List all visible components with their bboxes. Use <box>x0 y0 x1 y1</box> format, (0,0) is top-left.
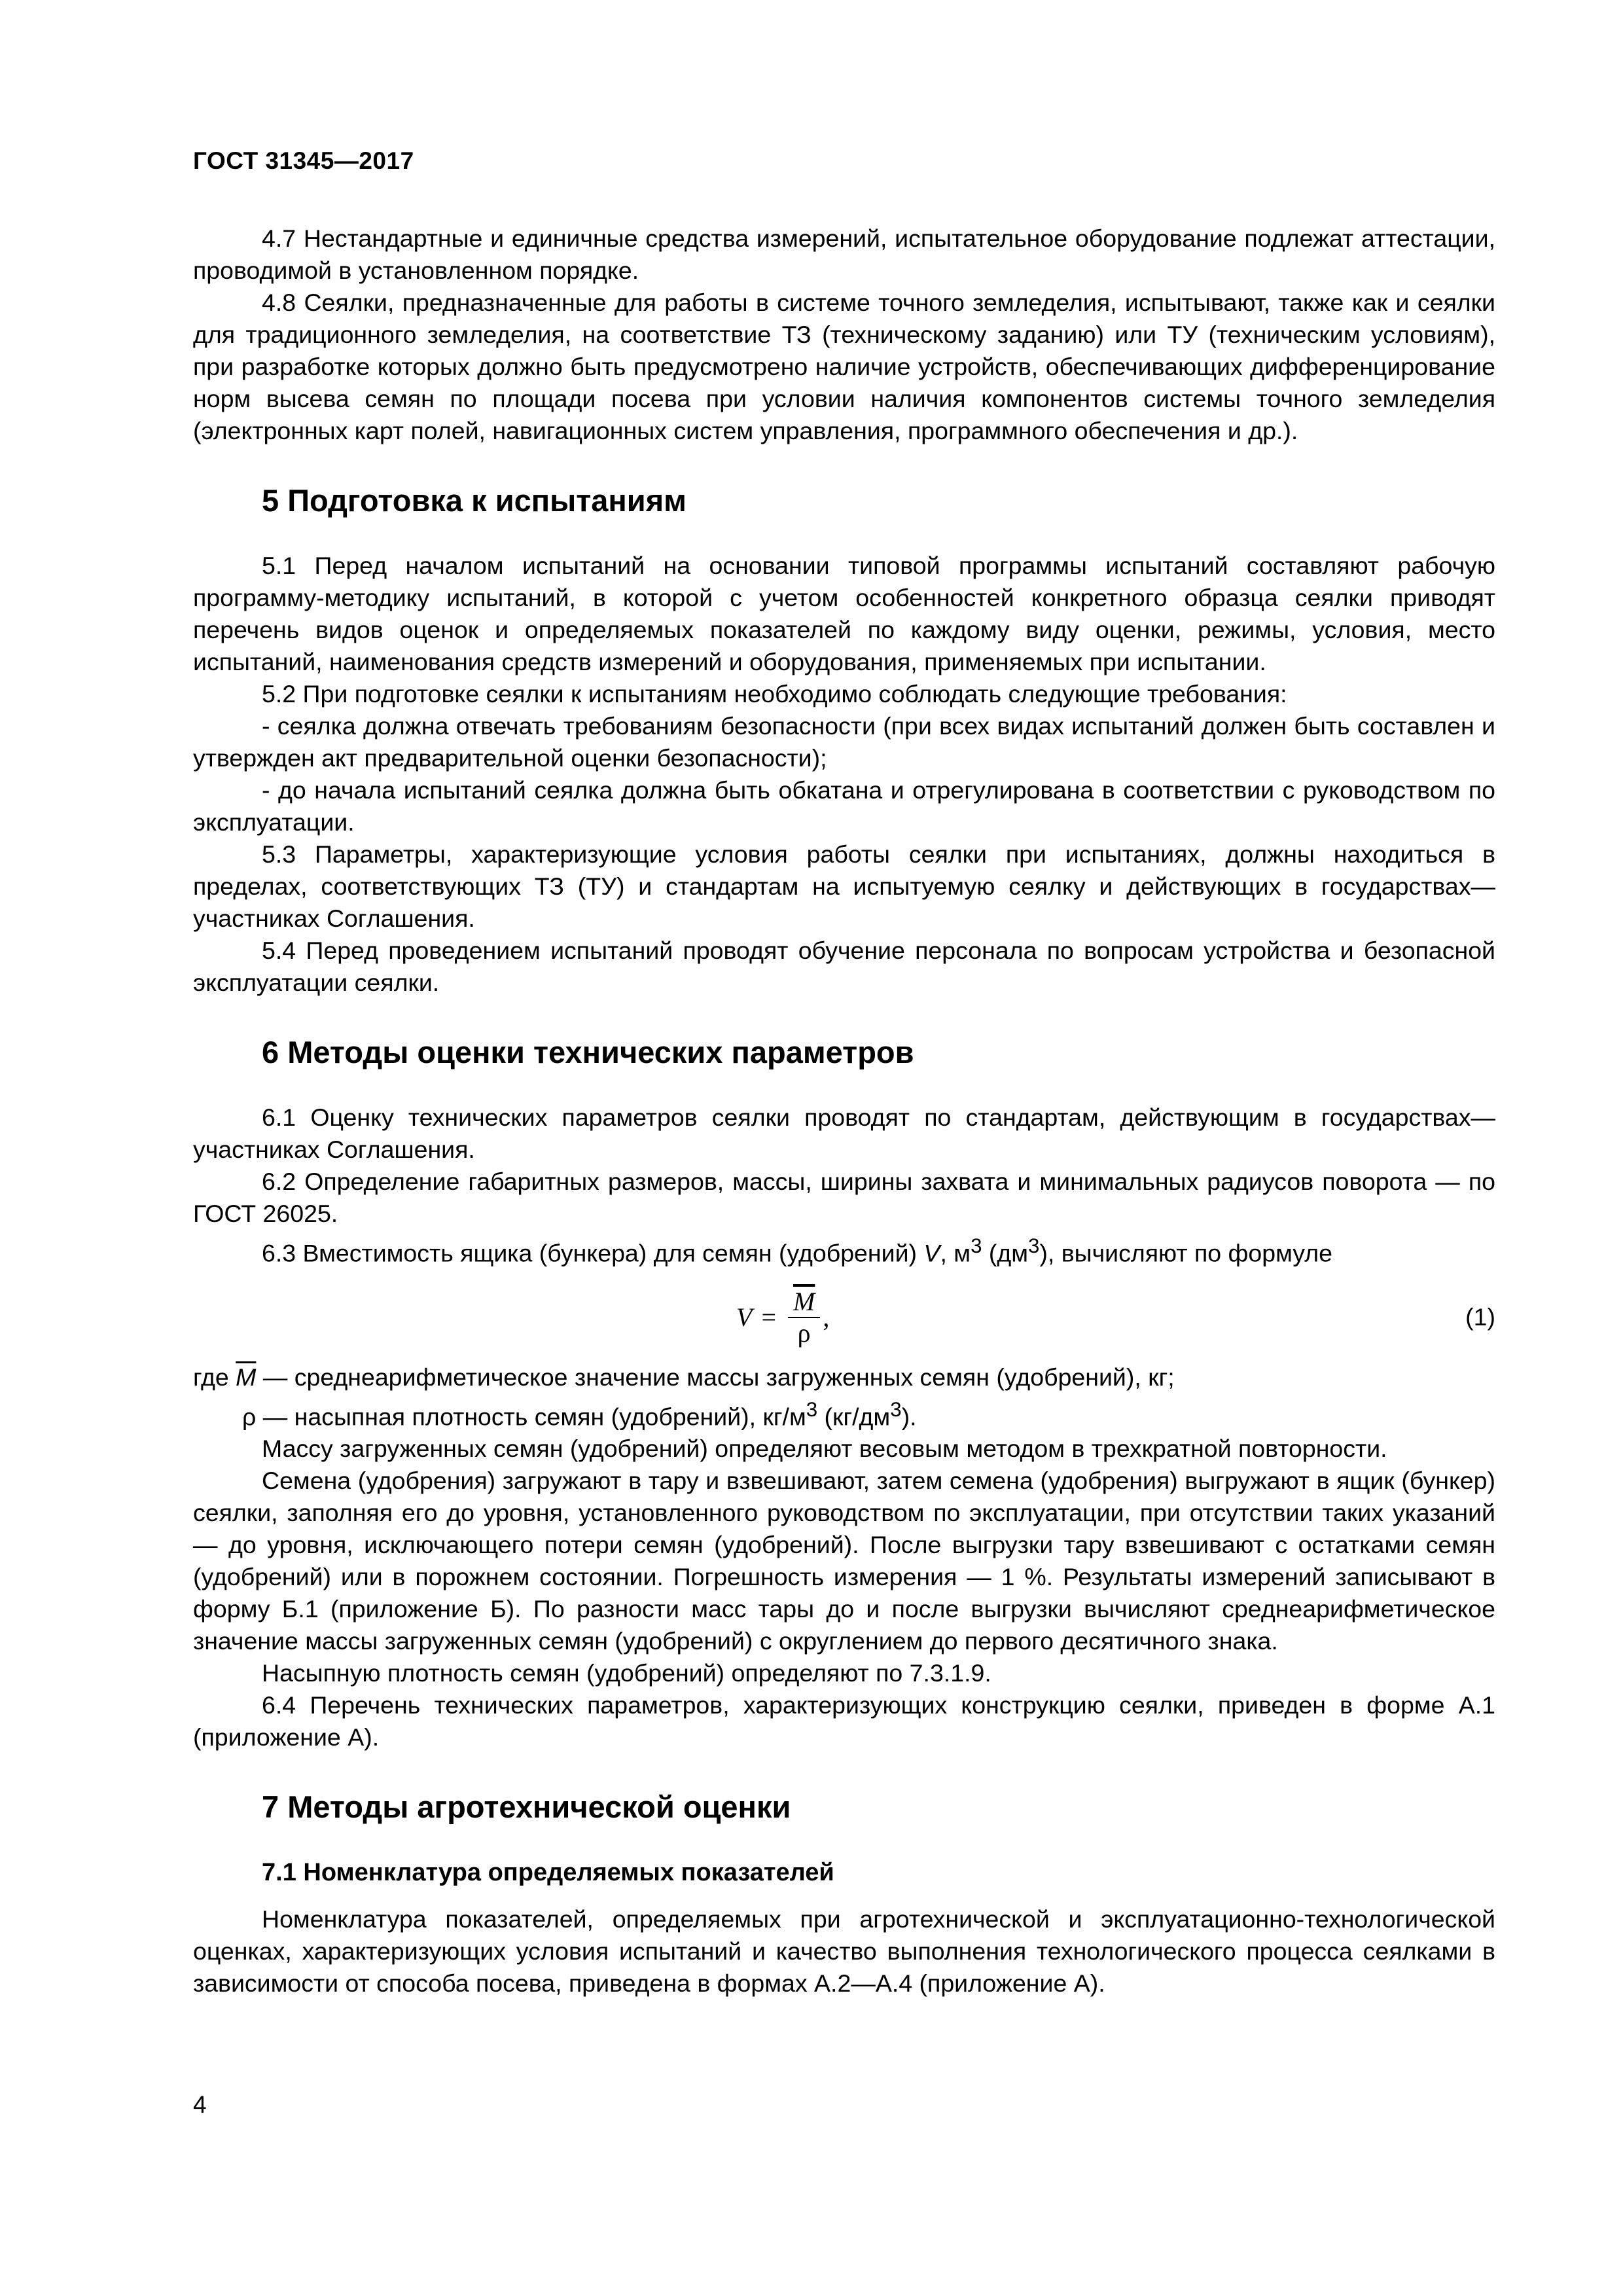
p6-3-sup-2: 3 <box>1028 1234 1040 1257</box>
paragraph-5-1: 5.1 Перед началом испытаний на основании типовой программы испытаний составляют рабочую программу-методику испытаний, в которой с учетом особенностей конкретного образца сеялки приводят перечень видов оценок и определяемых показателей по каждому виду оценки, режимы, условия, место испытаний, наименования средств измерений и оборудования, применяемых при испытании. <box>193 552 1495 675</box>
where-m-line <box>193 1361 1495 1393</box>
paragraph-density: Насыпную плотность семян (удобрений) определяют по 7.3.1.9. <box>262 1659 991 1687</box>
section-5-heading: 5 Подготовка к испытаниям <box>262 483 687 518</box>
p6-3-text-a: 6.3 Вместимость ящика (бункера) для семян (удобрений) <box>262 1239 924 1267</box>
paragraph-4-8: 4.8 Сеялки, предназначенные для работы в системе точного земледелия, испытывают, также как и сеялки для традиционного земледелия, на соответствие ТЗ (техническому заданию) или ТУ (техническим условиям), при разработке которых должно быть предусмотрено наличие устройств, обеспечивающих дифференцирование норм высева семян по площади посева при условии наличия компонентов системы точного земледелия (электронных карт полей, навигационных систем управления, программного обеспечения и др.). <box>193 289 1495 444</box>
formula-denominator: ρ <box>797 1318 811 1348</box>
list-item-safety: - сеялка должна отвечать требованиям безопасности (при всех видах испытаний должен быть составлен и утвержден акт предварительной оценки безопасности); <box>193 712 1495 772</box>
section-6-heading: 6 Методы оценки технических параметров <box>262 1035 914 1069</box>
paragraph-4-7: 4.7 Нестандартные и единичные средства измерений, испытательное оборудование подлежат аттестации, проводимой в установленном порядке. <box>193 224 1495 284</box>
section-7-heading: 7 Методы агротехнической оценки <box>262 1789 791 1824</box>
formula-number: (1) <box>1465 1302 1495 1331</box>
paragraph-seeds: Семена (удобрения) загружают в тару и взвешивают, затем семена (удобрения) выгружают в ящик (бункер) сеялки, заполняя его до уровня, установленного руководством по эксплуатации, при отсутствии таких указаний — до уровня, исключающего потери семян (удобрений). После выгрузки тару взвешивают с остатками семян (удобрений) или в порожнем состоянии. Погрешность измерения — 1 %. Результаты измерений записывают в форму Б.1 (приложение Б). По разности масс тары до и после выгрузки вычисляют среднеарифметическое значение массы загруженных семян (удобрений) с округлением до первого десятичного знака. <box>193 1467 1495 1655</box>
volume-variable: V <box>923 1239 940 1267</box>
paragraph-7-1: Номенклатура показателей, определяемых при агротехнической и эксплуатационно-технологической оценках, характеризующих условия испытаний и качество выполнения технологического процесса сеялками в зависимости от способа посева, приведена в формах А.2—А.4 (приложение А). <box>193 1905 1495 1997</box>
where-m-variable: $\overline{M}$ <box>236 1363 257 1391</box>
where-rho-line <box>193 1393 1495 1433</box>
where-rho-mid: (кг/дм <box>817 1403 891 1430</box>
paragraph-mass: Массу загруженных семян (удобрений) определяют весовым методом в трехкратной повторности. <box>262 1435 1387 1462</box>
paragraph-5-3: 5.3 Параметры, характеризующие условия работы сеялки при испытаниях, должны находиться в пределах, соответствующих ТЗ (ТУ) и стандартам на испытуемую сеялку и действующих в государствах—участниках Соглашения. <box>193 840 1495 932</box>
subsection-7-1-heading: 7.1 Номенклатура определяемых показателей <box>262 1859 834 1886</box>
formula-comma: , <box>823 1302 830 1332</box>
formula-expression <box>736 1287 829 1348</box>
where-rho-text: ρ — насыпная плотность семян (удобрений), кг/м <box>242 1403 806 1430</box>
paragraph-6-4: 6.4 Перечень технических параметров, характеризующих конструкцию сеялки, приведен в форме А.1 (приложение А). <box>193 1691 1495 1751</box>
p6-3-text-b: , м <box>940 1239 971 1267</box>
where-rho-end: ). <box>901 1403 917 1430</box>
where-m-text: — среднеарифметическое значение массы загруженных семян (удобрений), кг; <box>256 1363 1175 1391</box>
standard-header: ГОСТ 31345—2017 <box>193 147 414 174</box>
paragraph-6-2: 6.2 Определение габаритных размеров, массы, ширины захвата и минимальных радиусов поворота — по ГОСТ 26025. <box>193 1168 1495 1227</box>
p6-3-text-c: (дм <box>982 1239 1029 1267</box>
formula-equals: = <box>761 1302 776 1332</box>
formula-block <box>193 1282 1495 1354</box>
where-rho-sup-1: 3 <box>806 1397 818 1421</box>
where-prefix: где <box>193 1363 236 1391</box>
page-number: 4 <box>193 2091 207 2118</box>
formula-lhs: V <box>736 1302 753 1332</box>
formula-fraction <box>788 1287 820 1348</box>
paragraph-6-1: 6.1 Оценку технических параметров сеялки проводят по стандартам, действующим в государствах—участниках Соглашения. <box>193 1103 1495 1163</box>
p6-3-text-d: ), вычисляют по формуле <box>1039 1239 1332 1267</box>
where-rho-sup-2: 3 <box>890 1397 902 1421</box>
page-content <box>193 223 1495 2000</box>
paragraph-5-2: 5.2 При подготовке сеялки к испытаниям необходимо соблюдать следующие требования: <box>262 680 1287 708</box>
paragraph-5-4: 5.4 Перед проведением испытаний проводят обучение персонала по вопросам устройства и безопасной эксплуатации сеялки. <box>193 937 1495 996</box>
paragraph-6-3 <box>193 1230 1495 1270</box>
list-item-running-in: - до начала испытаний сеялка должна быть обкатана и отрегулирована в соответствии с руководством по эксплуатации. <box>193 776 1495 836</box>
formula-numerator: $\overline{M}$ <box>788 1287 820 1318</box>
p6-3-sup-1: 3 <box>971 1234 982 1257</box>
